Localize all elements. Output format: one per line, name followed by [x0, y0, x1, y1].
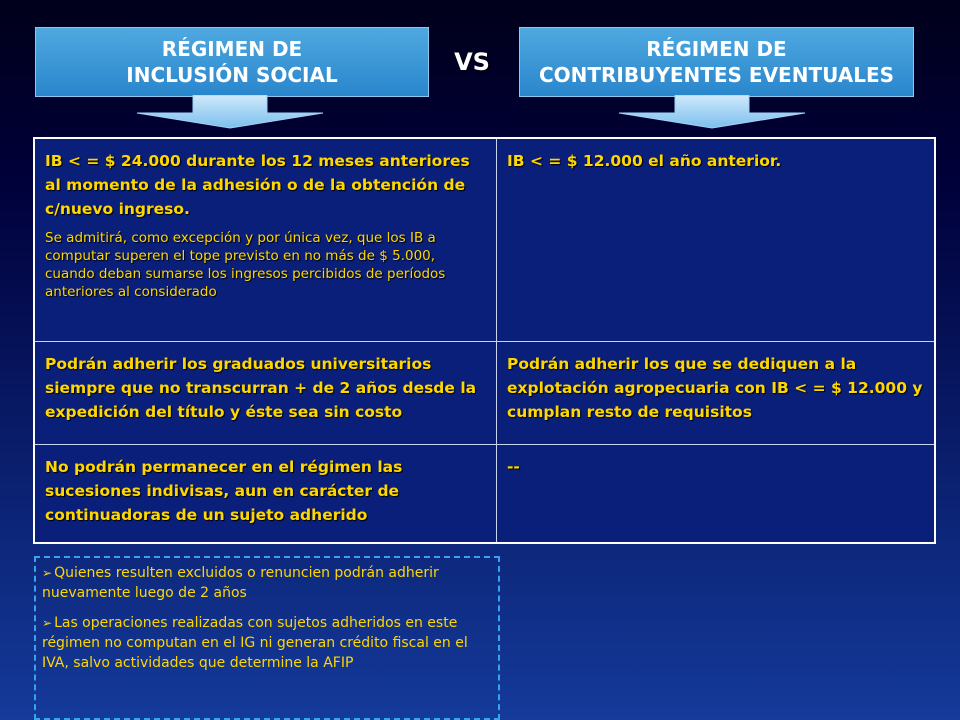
table-cell-left — [34, 444, 497, 543]
cell-main-text: Podrán adherir los que se dediquen a la explotación agropecuaria con IB < = $ 12.000 y cumplan resto de requisitos — [507, 354, 923, 421]
cell-main-text: No podrán permanecer en el régimen las sucesiones indivisas, aun en carácter de continuadoras de un sujeto adherido — [45, 457, 403, 524]
arrow-bullet-icon: ➢ — [42, 616, 53, 630]
table-cell-left — [34, 138, 497, 341]
down-arrow-left-icon — [135, 95, 325, 129]
header-left-line2: INCLUSIÓN SOCIAL — [126, 63, 338, 87]
table-cell-left — [34, 341, 497, 444]
header-left-line1: RÉGIMEN DE — [161, 37, 303, 61]
list-item — [42, 613, 492, 673]
table-row — [34, 138, 935, 341]
cell-main-text: IB < = $ 12.000 el año anterior. — [507, 152, 782, 170]
cell-main-text: Podrán adherir los graduados universitarios siempre que no transcurran + de 2 años desde la expedición del título y éste sea sin costo — [45, 354, 477, 421]
table-row — [34, 444, 935, 543]
down-arrow-right-icon — [617, 95, 807, 129]
vs-label: VS — [454, 48, 490, 76]
note-text: Quienes resulten excluidos o renuncien podrán adherir nuevamente luego de 2 años — [42, 565, 439, 601]
table-cell-right — [497, 444, 936, 543]
cell-main-text: IB < = $ 24.000 durante los 12 meses anteriores al momento de la adhesión o de la obtención de c/nuevo ingreso. — [45, 152, 470, 218]
arrow-bullet-icon: ➢ — [42, 566, 53, 580]
table-cell-right — [497, 138, 936, 341]
header-right-line1: RÉGIMEN DE — [646, 37, 787, 61]
comparison-table — [33, 137, 936, 544]
table-row — [34, 341, 935, 444]
note-text: Las operaciones realizadas con sujetos adheridos en este régimen no computan en el IG ni generan crédito fiscal en el IVA, salvo actividades que determine la AFIP — [42, 615, 468, 671]
header-right-line2: CONTRIBUYENTES EVENTUALES — [538, 63, 895, 87]
list-item — [42, 563, 492, 603]
cell-note-text: Se admitirá, como excepción y por única vez, que los IB a computar superen el tope previsto en no más de $ 5.000, cuando deban sumarse los ingresos percibidos de períodos anteriores al considerado — [45, 230, 446, 300]
header-inclusion-social — [35, 27, 429, 97]
cell-main-text: -- — [507, 457, 520, 476]
table-cell-right — [497, 341, 936, 444]
notes-box — [34, 556, 500, 720]
header-contribuyentes-eventuales — [519, 27, 914, 97]
